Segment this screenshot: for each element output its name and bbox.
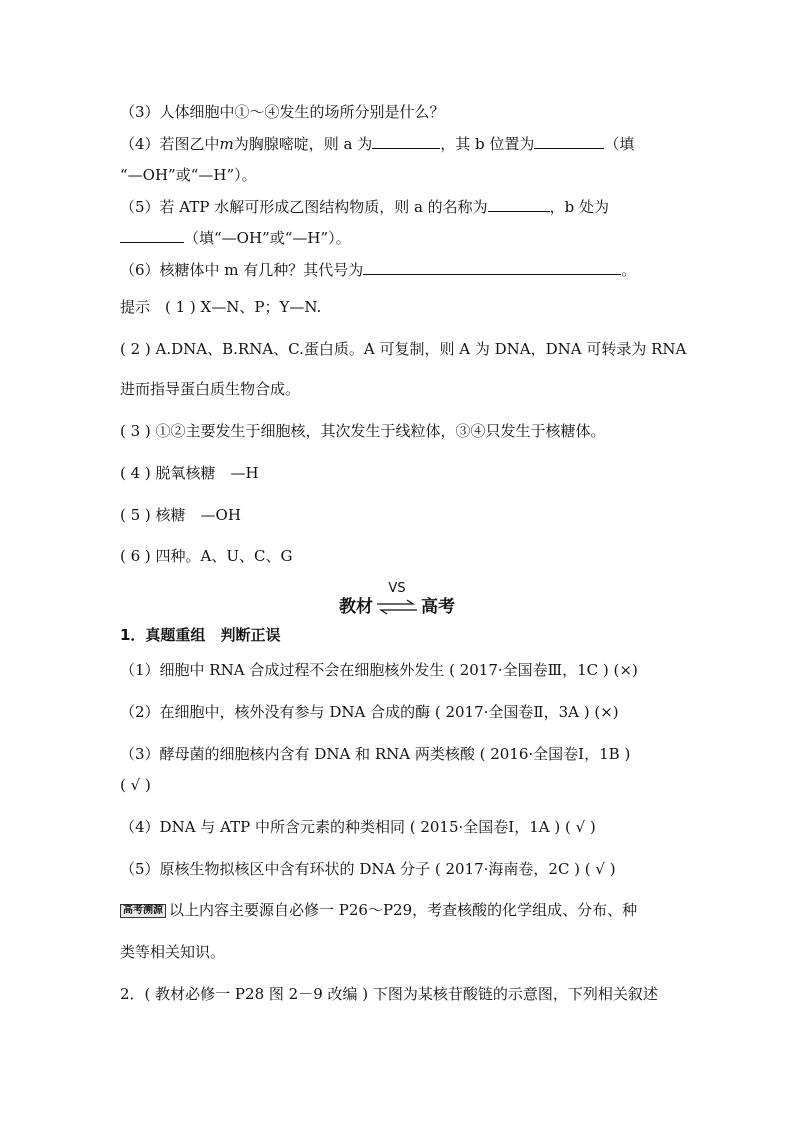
hint-1: 提示 ( 1 ) X—N、P；Y—N. [120, 298, 322, 316]
hint-2: ( 2 ) A.DNA、B.RNA、C.蛋白质。A 可复制，则 A 为 DNA，DNA 可转录为 RNA [120, 340, 687, 358]
answer-blank [534, 134, 604, 149]
answer-blank [363, 260, 621, 275]
divider-left: 教材 [339, 597, 373, 617]
hint-6: ( 6 ) 四种。A、U、C、G [120, 547, 293, 565]
exam-source-note-cont: 类等相关知识。 [120, 943, 226, 961]
answer-blank [488, 197, 550, 212]
question-3: （3）人体细胞中①～④发生的场所分别是什么？ [120, 103, 445, 121]
statement-3-cont: ( √ ) [120, 776, 151, 794]
question-6: （6）核糖体中 m 有几种？其代号为 。 [120, 261, 637, 279]
question-5: （5）若 ATP 水解可形成乙图结构物质，则 a 的名称为 ，b 处为 [120, 198, 610, 216]
question-5-cont: （填“—OH”或“—H”）。 [120, 228, 351, 248]
question-2: 2．( 教材必修一 P28 图 2－9 改编 ) 下图为某核苷酸链的示意图，下列相关叙述 [120, 985, 658, 1003]
section-heading: 1．真题重组 判断正误 [120, 626, 281, 644]
hint-5: ( 5 ) 核糖 —OH [120, 506, 241, 524]
divider-right: 高考 [421, 597, 455, 617]
exam-source-stamp: 高考溯源 [120, 904, 166, 918]
statement-5: （5）原核生物拟核区中含有环状的 DNA 分子 ( 2017·海南卷，2C ) ( √ ) [120, 860, 616, 878]
question-4: （4）若图乙中m为胸腺嘧啶，则 a 为 ，其 b 位置为 （填 [120, 135, 635, 153]
divider-vs: VS [388, 581, 406, 596]
question-4-cont: “—OH”或“—H”）。 [120, 166, 257, 184]
exam-source-note: 高考溯源 以上内容主要源自必修一 P26～P29，考查核酸的化学组成、分布、种 [120, 900, 637, 920]
textbook-vs-exam-divider [0, 581, 794, 617]
statement-1: （1）细胞中 RNA 合成过程不会在细胞核外发生 ( 2017·全国卷Ⅲ，1C ) (×) [120, 661, 638, 679]
statement-2: （2）在细胞中，核外没有参与 DNA 合成的酶 ( 2017·全国卷Ⅱ，3A ) (×) [120, 703, 619, 721]
answer-blank [372, 134, 440, 149]
double-arrow-icon [375, 581, 419, 615]
hint-3: ( 3 ) ①②主要发生于细胞核，其次发生于线粒体，③④只发生于核糖体。 [120, 422, 606, 440]
statement-4: （4）DNA 与 ATP 中所含元素的种类相同 ( 2015·全国卷Ⅰ，1A ) ( √ ) [120, 818, 596, 836]
statement-3: （3）酵母菌的细胞核内含有 DNA 和 RNA 两类核酸 ( 2016·全国卷Ⅰ，1B ) [120, 745, 631, 763]
hint-4: ( 4 ) 脱氧核糖 —H [120, 464, 259, 482]
answer-blank [120, 228, 184, 243]
hint-2-cont: 进而指导蛋白质生物合成。 [120, 380, 301, 398]
